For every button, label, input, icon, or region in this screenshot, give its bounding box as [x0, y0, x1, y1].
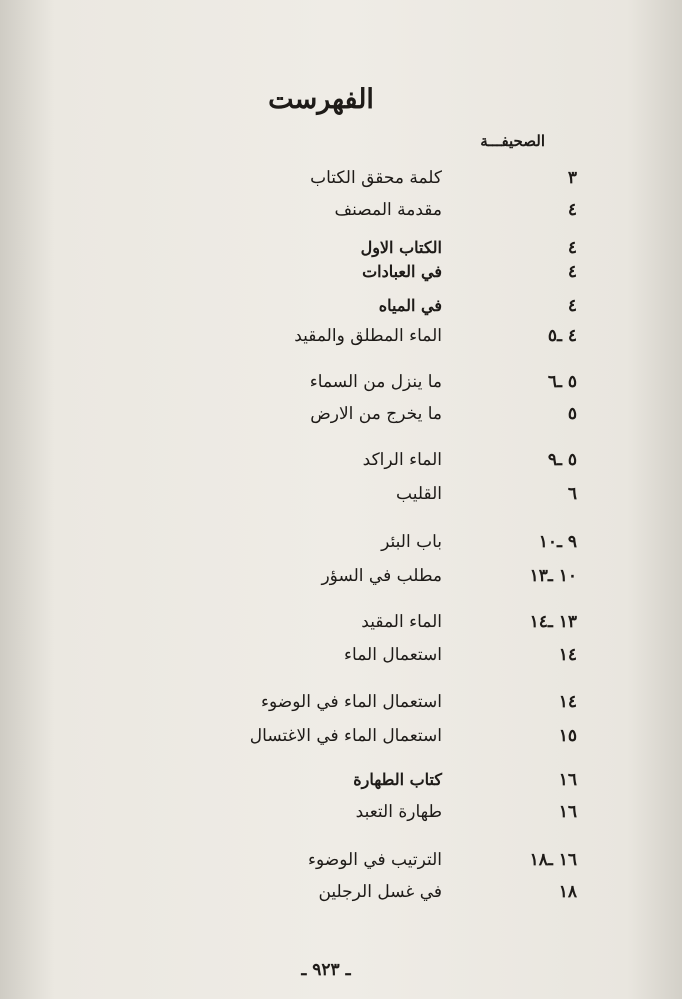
- toc-section-heading: في المياه: [378, 296, 442, 315]
- toc-entry-page: ٣: [567, 168, 577, 188]
- toc-entry-page: ٦: [567, 484, 577, 504]
- toc-entry-title: استعمال الماء: [344, 645, 442, 665]
- toc-entry-title: القليب: [396, 484, 442, 504]
- toc-entry-page: ١٥: [558, 726, 577, 746]
- toc-entry-title: مطلب في السؤر: [321, 566, 442, 586]
- toc-entry: [0, 532, 682, 562]
- toc-entry-page: ٥: [567, 404, 577, 424]
- toc-entry: [0, 326, 682, 356]
- page-number: ـ ٩٢٣ ـ: [301, 960, 351, 980]
- toc-entry-page: ١٦ ـ١٨: [529, 850, 577, 870]
- toc-entry-page: ٩ ـ١٠: [538, 532, 577, 552]
- toc-entry: [0, 612, 682, 642]
- toc-entry: [0, 692, 682, 722]
- toc-entry-page: ٥ ـ٩: [547, 450, 577, 470]
- toc-entry-page: ١٣ ـ١٤: [529, 612, 577, 632]
- toc-section-heading: في العبادات: [362, 262, 442, 281]
- toc-entry-title: الماء المقيد: [361, 612, 442, 632]
- toc-entry-page: ١٤: [558, 692, 577, 712]
- toc-entry-page: ١٤: [558, 645, 577, 665]
- toc-entry: [0, 262, 682, 292]
- toc-entry-title: الترتيب في الوضوء: [308, 850, 442, 870]
- toc-entry: [0, 645, 682, 675]
- toc-section-heading: الكتاب الاول: [360, 238, 442, 257]
- toc-entry: [0, 372, 682, 402]
- toc-entry-page: ٥ ـ٦: [547, 372, 577, 392]
- toc-entry-page: ٤: [567, 262, 577, 282]
- toc-entry: [0, 770, 682, 800]
- toc-entry-title: ما ينزل من السماء: [309, 372, 442, 392]
- toc-entry: [0, 726, 682, 756]
- toc-entry: [0, 484, 682, 514]
- toc-entry-title: الماء المطلق والمقيد: [294, 326, 442, 346]
- toc-entry-title: طهارة التعبد: [355, 802, 442, 822]
- toc-entry: [0, 168, 682, 198]
- toc-entry-page: ١٨: [558, 882, 577, 902]
- toc-entry: [0, 404, 682, 434]
- toc-entry: [0, 200, 682, 230]
- toc-entry-title: استعمال الماء في الوضوء: [261, 692, 442, 712]
- toc-entry-page: ٤: [567, 296, 577, 316]
- toc-entry: [0, 850, 682, 880]
- toc-entry-title: باب البئر: [381, 532, 442, 552]
- page-column-header: الصحيفـــة: [480, 132, 545, 150]
- toc-entry-title: ما يخرج من الارض: [310, 404, 442, 424]
- toc-entry-title: مقدمة المصنف: [334, 200, 442, 220]
- toc-entry-title: في غسل الرجلين: [318, 882, 442, 902]
- toc-entry: [0, 882, 682, 912]
- toc-entry: [0, 450, 682, 480]
- toc-entry: [0, 566, 682, 596]
- toc-entry: [0, 802, 682, 832]
- toc-entry-title: استعمال الماء في الاغتسال: [249, 726, 442, 746]
- toc-entry-title: الماء الراكد: [362, 450, 442, 470]
- toc-section-heading: كتاب الطهارة: [353, 770, 442, 789]
- toc-entry-page: ٤: [567, 238, 577, 258]
- toc-entry-page: ٤ ـ٥: [547, 326, 577, 346]
- toc-entry-page: ١٦: [558, 802, 577, 822]
- toc-entry-page: ١٠ ـ١٣: [529, 566, 577, 586]
- toc-entry: [0, 296, 682, 326]
- toc-entry-page: ٤: [567, 200, 577, 220]
- toc-entry-page: ١٦: [558, 770, 577, 790]
- toc-entry-title: كلمة محقق الكتاب: [310, 168, 442, 188]
- page-title: الفهرست: [268, 84, 374, 115]
